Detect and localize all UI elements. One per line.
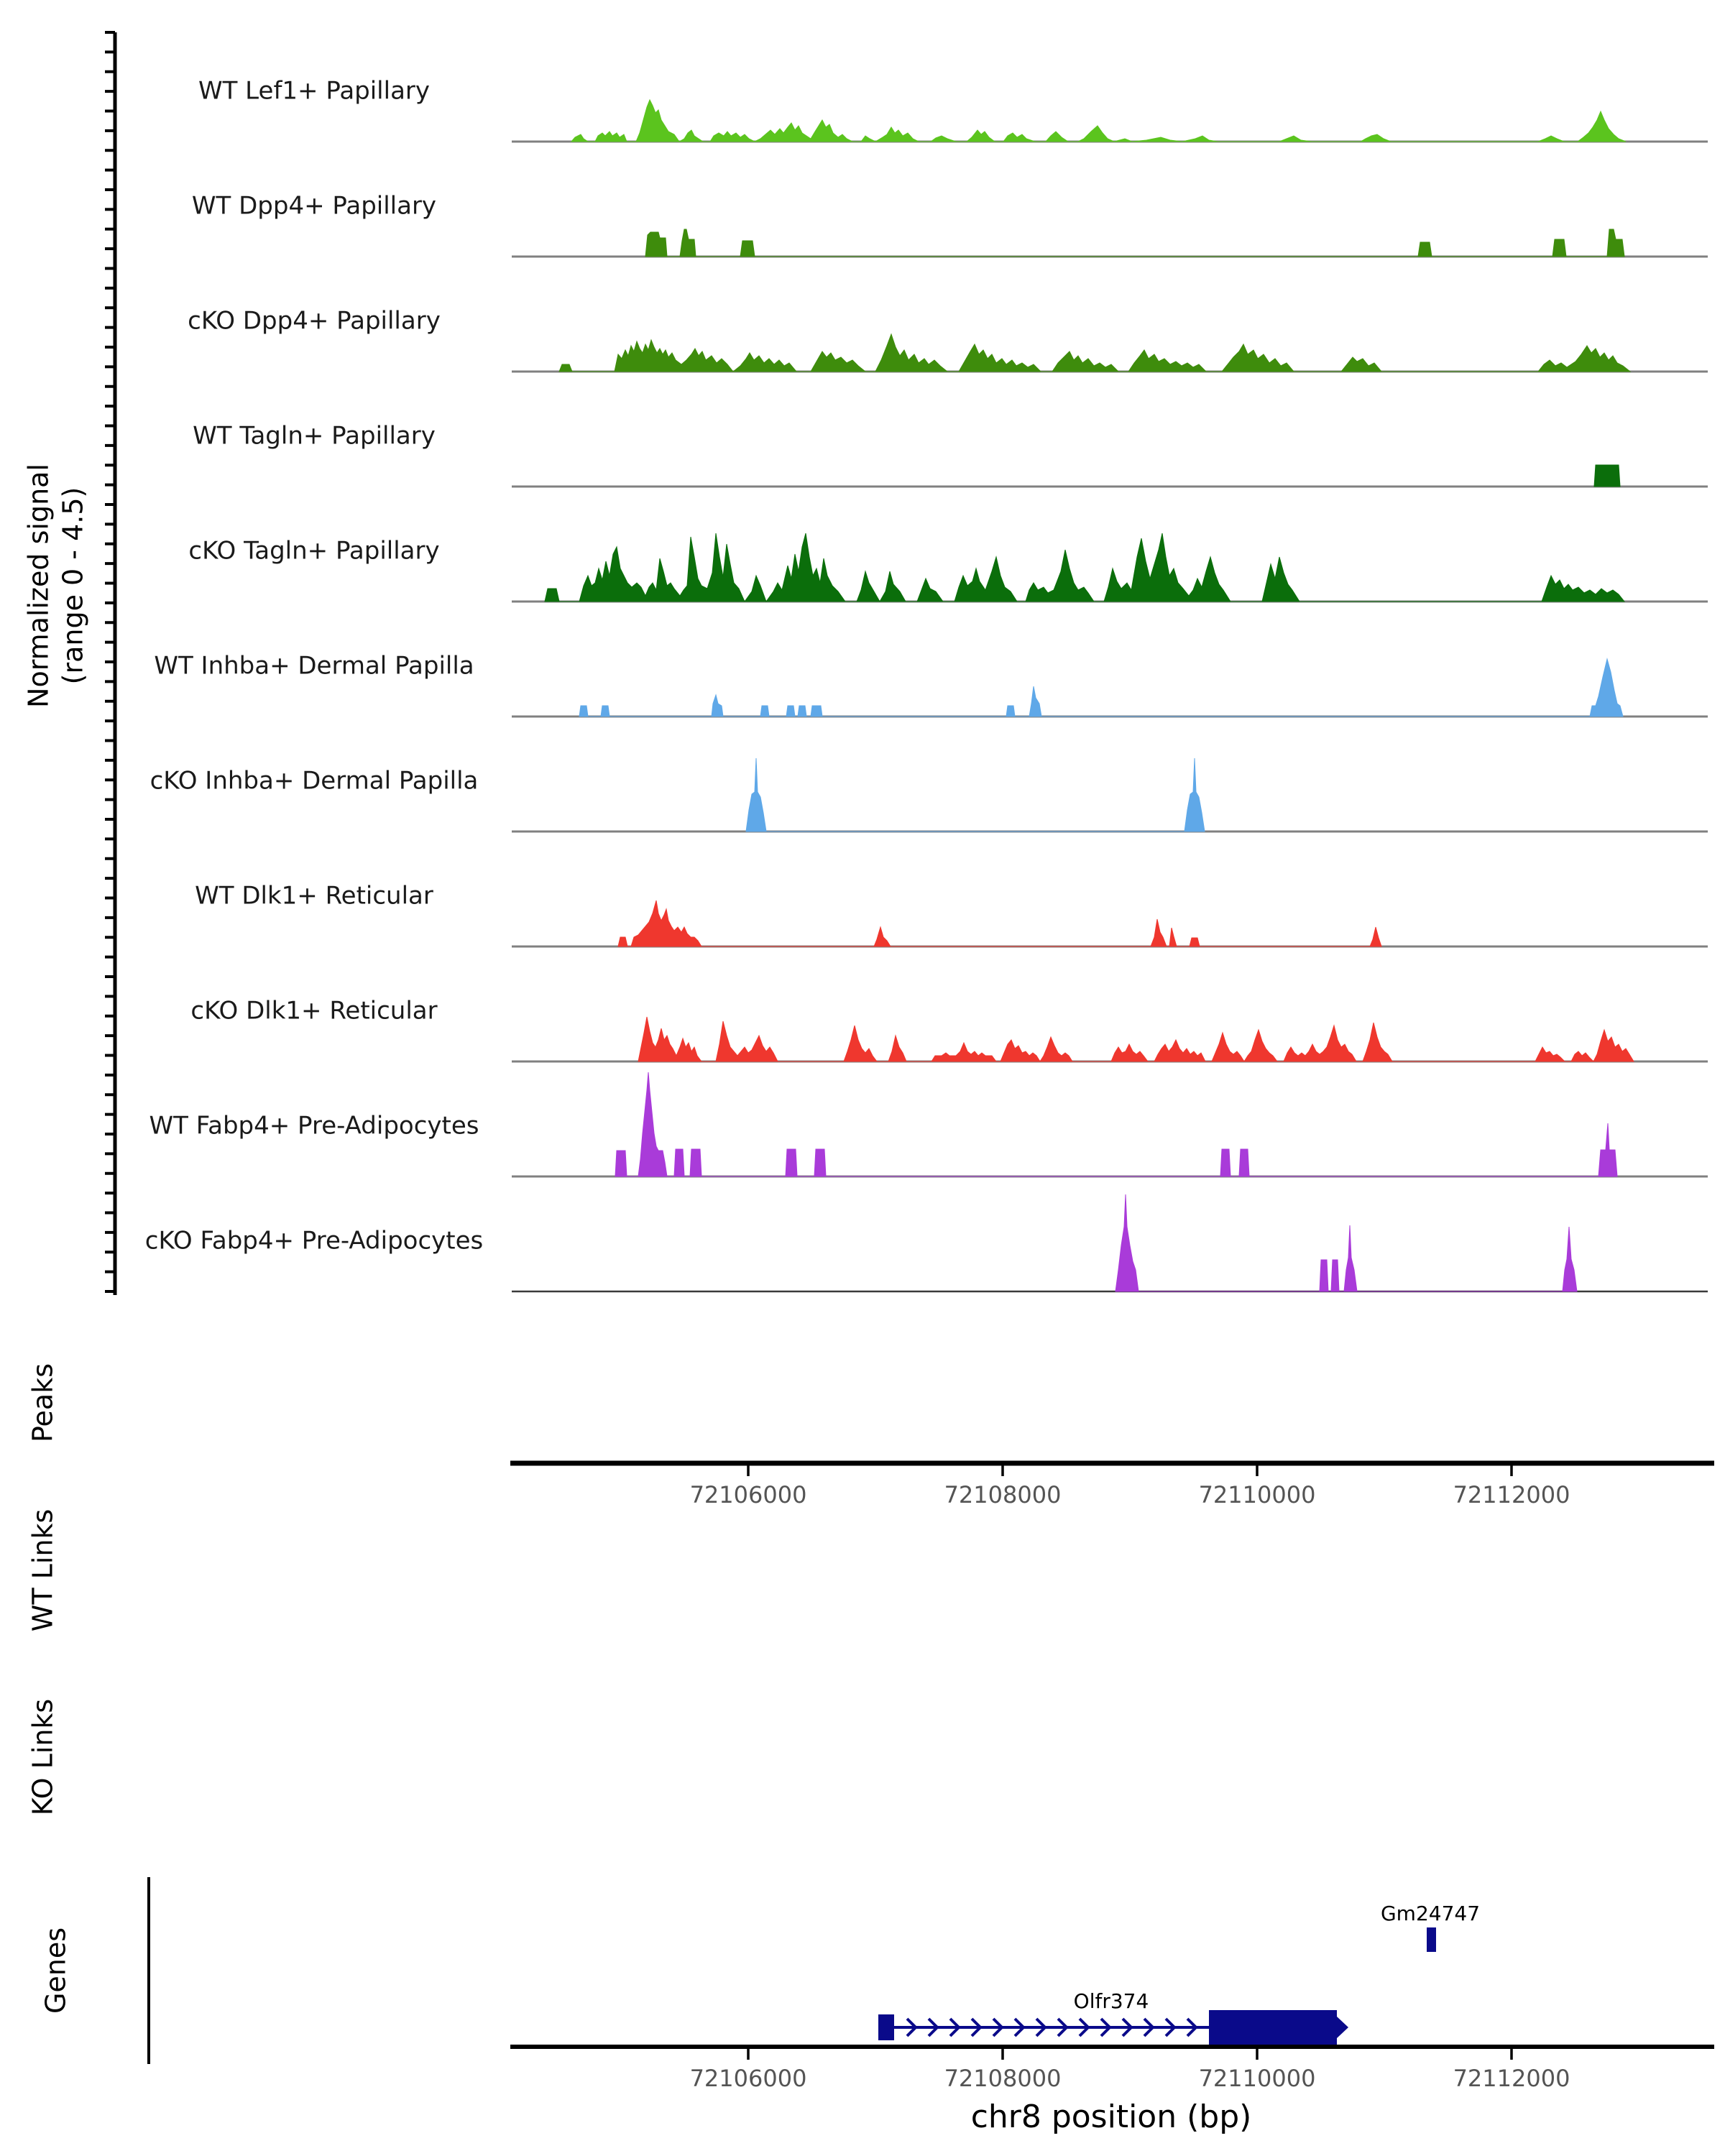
signal-area <box>571 100 1626 142</box>
position-tick-label: 72106000 <box>689 2065 807 2092</box>
position-tick-label: 72112000 <box>1453 2065 1570 2092</box>
signal-track <box>193 422 1708 487</box>
section-labels <box>27 1363 150 2064</box>
position-axis <box>510 2047 1714 2135</box>
signal-area <box>746 758 1205 831</box>
signal-area <box>579 659 1623 717</box>
gene-model-olfr374 <box>878 1989 1348 2045</box>
gene-exon-box <box>1209 2010 1337 2045</box>
gene-label: Gm24747 <box>1380 1902 1481 1925</box>
position-tick-label: 72112000 <box>1453 1481 1570 1508</box>
track-label: WT Fabp4+ Pre-Adipocytes <box>149 1111 479 1141</box>
signal-track <box>188 533 1708 602</box>
signal-track <box>150 1072 1708 1176</box>
signal-track <box>198 77 1708 142</box>
track-label: cKO Dlk1+ Reticular <box>190 996 438 1026</box>
signal-axis-label-line1: Normalized signal <box>22 464 55 708</box>
normalized-signal-axis <box>23 32 116 1295</box>
track-label: cKO Inhba+ Dermal Papilla <box>150 766 479 796</box>
signal-area <box>638 1017 1634 1061</box>
track-label: cKO Fabp4+ Pre-Adipocytes <box>144 1226 484 1256</box>
position-tick-label: 72108000 <box>944 2065 1062 2092</box>
section-label-ko-links: KO Links <box>27 1698 59 1816</box>
gene-model-gm24747 <box>1381 1902 1480 1952</box>
signal-area <box>645 229 1624 257</box>
gene-label: Olfr374 <box>1073 1989 1149 2013</box>
position-axis <box>510 1463 1714 1508</box>
signal-area <box>1594 465 1620 487</box>
signal-area <box>618 900 1381 946</box>
section-label-wt-links: WT Links <box>27 1508 59 1632</box>
track-label: cKO Tagln+ Papillary <box>188 536 440 566</box>
signal-track <box>190 997 1708 1062</box>
position-tick-label: 72110000 <box>1198 2065 1316 2092</box>
x-axis-title: chr8 position (bp) <box>970 2099 1252 2135</box>
signal-tracks <box>145 77 1708 1292</box>
gene-exon-box <box>1427 1927 1436 1952</box>
position-axes <box>510 1463 1714 2135</box>
signal-track <box>145 1194 1708 1291</box>
track-label: WT Dpp4+ Papillary <box>191 191 437 221</box>
section-label-genes: Genes <box>40 1927 72 2014</box>
signal-track <box>154 652 1708 717</box>
track-label: WT Dlk1+ Reticular <box>195 881 433 911</box>
signal-track <box>150 758 1708 831</box>
signal-area <box>615 1072 1617 1176</box>
gene-arrow-tip <box>1337 2017 1348 2038</box>
gene-track <box>878 1902 1480 2045</box>
track-label: cKO Dpp4+ Papillary <box>188 306 441 336</box>
signal-track <box>192 192 1708 257</box>
signal-area <box>545 533 1624 602</box>
gene-start-exon-box <box>878 2014 894 2040</box>
track-label: WT Tagln+ Papillary <box>193 421 436 451</box>
position-tick-label: 72106000 <box>689 1481 807 1508</box>
track-label: WT Lef1+ Papillary <box>198 76 431 106</box>
section-label-peaks: Peaks <box>27 1363 59 1443</box>
track-label: WT Inhba+ Dermal Papilla <box>154 651 474 681</box>
position-tick-label: 72108000 <box>944 1481 1062 1508</box>
position-tick-label: 72110000 <box>1198 1481 1316 1508</box>
signal-track <box>195 882 1708 947</box>
signal-area <box>559 334 1630 372</box>
signal-track <box>188 307 1708 372</box>
signal-axis-label-line2: (range 0 - 4.5) <box>57 487 89 685</box>
signal-area <box>1116 1194 1577 1291</box>
